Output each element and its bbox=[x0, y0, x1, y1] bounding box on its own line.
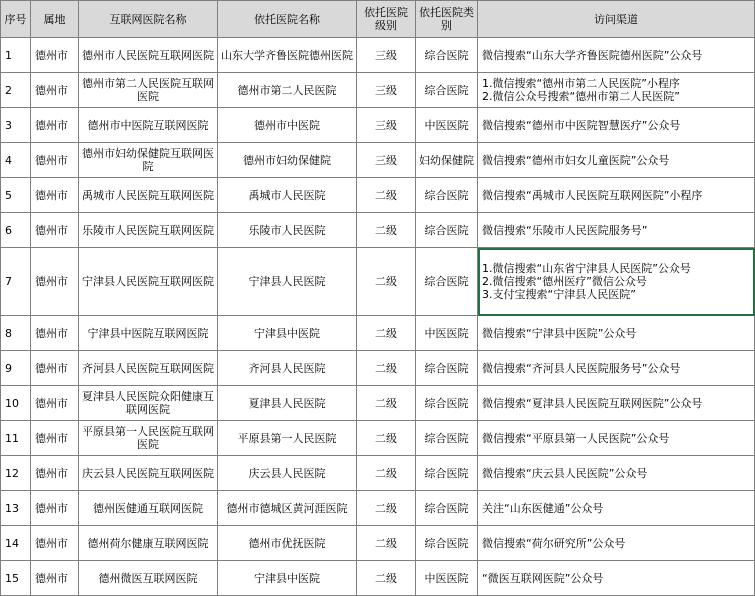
cell-city[interactable]: 德州市 bbox=[31, 213, 79, 248]
cell-internet-hospital[interactable]: 夏津县人民医院众阳健康互联网医院 bbox=[79, 386, 218, 421]
cell-host-hospital[interactable]: 宁津县人民医院 bbox=[218, 248, 357, 316]
cell-city[interactable]: 德州市 bbox=[31, 316, 79, 351]
cell-internet-hospital[interactable]: 宁津县人民医院互联网医院 bbox=[79, 248, 218, 316]
cell-internet-hospital[interactable]: 德州医健通互联网医院 bbox=[79, 491, 218, 526]
table-row bbox=[1, 351, 755, 386]
cell-city[interactable]: 德州市 bbox=[31, 421, 79, 456]
cell-host-hospital[interactable]: 德州市妇幼保健院 bbox=[218, 143, 357, 178]
header-no: 序号 bbox=[1, 1, 31, 38]
cell-channel[interactable]: 微信搜索“德州市妇女儿童医院”公众号 bbox=[478, 143, 755, 178]
cell-channel[interactable]: “微医互联网医院”公众号 bbox=[478, 561, 755, 596]
cell-internet-hospital[interactable]: 禹城市人民医院互联网医院 bbox=[79, 178, 218, 213]
cell-internet-hospital[interactable]: 庆云县人民医院互联网医院 bbox=[79, 456, 218, 491]
cell-no[interactable]: 1 bbox=[1, 38, 31, 73]
cell-internet-hospital[interactable]: 德州市第二人民医院互联网医院 bbox=[79, 73, 218, 108]
cell-level[interactable]: 二级 bbox=[357, 248, 416, 316]
cell-host-hospital[interactable]: 德州市第二人民医院 bbox=[218, 73, 357, 108]
table-row bbox=[1, 248, 755, 316]
cell-type[interactable]: 综合医院 bbox=[416, 351, 478, 386]
cell-level[interactable]: 二级 bbox=[357, 491, 416, 526]
cell-host-hospital[interactable]: 禹城市人民医院 bbox=[218, 178, 357, 213]
cell-internet-hospital[interactable]: 德州市人民医院互联网医院 bbox=[79, 38, 218, 73]
cell-level[interactable]: 三级 bbox=[357, 108, 416, 143]
cell-no[interactable]: 13 bbox=[1, 491, 31, 526]
cell-internet-hospital[interactable]: 德州微医互联网医院 bbox=[79, 561, 218, 596]
cell-type[interactable]: 综合医院 bbox=[416, 456, 478, 491]
cell-host-hospital[interactable]: 夏津县人民医院 bbox=[218, 386, 357, 421]
cell-internet-hospital[interactable]: 德州荷尔健康互联网医院 bbox=[79, 526, 218, 561]
header-row bbox=[1, 1, 755, 38]
table-row bbox=[1, 491, 755, 526]
table-row bbox=[1, 108, 755, 143]
cell-level[interactable]: 二级 bbox=[357, 561, 416, 596]
cell-no[interactable]: 8 bbox=[1, 316, 31, 351]
cell-channel[interactable]: 微信搜索“乐陵市人民医院服务号” bbox=[478, 213, 755, 248]
table-row bbox=[1, 386, 755, 421]
cell-channel[interactable]: 1.微信搜索“山东省宁津县人民医院”公众号 2.微信搜索“德州医疗”微信公众号 3.支付宝搜索“宁津县人民医院” bbox=[478, 248, 755, 316]
table-row bbox=[1, 421, 755, 456]
cell-no[interactable]: 4 bbox=[1, 143, 31, 178]
cell-host-hospital[interactable]: 平原县第一人民医院 bbox=[218, 421, 357, 456]
cell-city[interactable]: 德州市 bbox=[31, 73, 79, 108]
header-city: 属地 bbox=[31, 1, 79, 38]
cell-type[interactable]: 综合医院 bbox=[416, 248, 478, 316]
cell-host-hospital[interactable]: 德州市优抚医院 bbox=[218, 526, 357, 561]
cell-type[interactable]: 综合医院 bbox=[416, 491, 478, 526]
header-host-hospital: 依托医院名称 bbox=[218, 1, 357, 38]
cell-channel[interactable]: 微信搜索“齐河县人民医院服务号”公众号 bbox=[478, 351, 755, 386]
cell-no[interactable]: 12 bbox=[1, 456, 31, 491]
cell-host-hospital[interactable]: 宁津县中医院 bbox=[218, 316, 357, 351]
cell-channel[interactable]: 关注“山东医健通”公众号 bbox=[478, 491, 755, 526]
cell-host-hospital[interactable]: 德州市德城区黄河涯医院 bbox=[218, 491, 357, 526]
cell-level[interactable]: 二级 bbox=[357, 213, 416, 248]
cell-level[interactable]: 三级 bbox=[357, 143, 416, 178]
cell-type[interactable]: 综合医院 bbox=[416, 213, 478, 248]
cell-city[interactable]: 德州市 bbox=[31, 248, 79, 316]
cell-no[interactable]: 14 bbox=[1, 526, 31, 561]
cell-type[interactable]: 综合医院 bbox=[416, 178, 478, 213]
cell-level[interactable]: 二级 bbox=[357, 178, 416, 213]
table-row bbox=[1, 73, 755, 108]
cell-level[interactable]: 三级 bbox=[357, 73, 416, 108]
cell-host-hospital[interactable]: 德州市中医院 bbox=[218, 108, 357, 143]
cell-city[interactable]: 德州市 bbox=[31, 143, 79, 178]
cell-type[interactable]: 综合医院 bbox=[416, 421, 478, 456]
table-row bbox=[1, 561, 755, 596]
cell-level[interactable]: 二级 bbox=[357, 526, 416, 561]
table-row bbox=[1, 143, 755, 178]
cell-type[interactable]: 中医医院 bbox=[416, 561, 478, 596]
cell-city[interactable]: 德州市 bbox=[31, 38, 79, 73]
cell-type[interactable]: 综合医院 bbox=[416, 386, 478, 421]
cell-city[interactable]: 德州市 bbox=[31, 456, 79, 491]
cell-type[interactable]: 妇幼保健院 bbox=[416, 143, 478, 178]
cell-no[interactable]: 11 bbox=[1, 421, 31, 456]
cell-internet-hospital[interactable]: 德州市妇幼保健院互联网医院 bbox=[79, 143, 218, 178]
cell-type[interactable]: 中医医院 bbox=[416, 316, 478, 351]
header-type: 依托医院类别 bbox=[416, 1, 478, 38]
cell-city[interactable]: 德州市 bbox=[31, 351, 79, 386]
cell-no[interactable]: 15 bbox=[1, 561, 31, 596]
cell-host-hospital[interactable]: 乐陵市人民医院 bbox=[218, 213, 357, 248]
cell-city[interactable]: 德州市 bbox=[31, 491, 79, 526]
cell-internet-hospital[interactable]: 平原县第一人民医院互联网医院 bbox=[79, 421, 218, 456]
cell-level[interactable]: 二级 bbox=[357, 421, 416, 456]
cell-city[interactable]: 德州市 bbox=[31, 386, 79, 421]
cell-level[interactable]: 二级 bbox=[357, 351, 416, 386]
cell-level[interactable]: 二级 bbox=[357, 316, 416, 351]
cell-no[interactable]: 9 bbox=[1, 351, 31, 386]
cell-level[interactable]: 三级 bbox=[357, 38, 416, 73]
cell-channel[interactable]: 微信搜索“宁津县中医院”公众号 bbox=[478, 316, 755, 351]
header-level: 依托医院级别 bbox=[357, 1, 416, 38]
table-row bbox=[1, 38, 755, 73]
cell-host-hospital[interactable]: 宁津县中医院 bbox=[218, 561, 357, 596]
cell-no[interactable]: 5 bbox=[1, 178, 31, 213]
cell-type[interactable]: 综合医院 bbox=[416, 73, 478, 108]
cell-no[interactable]: 7 bbox=[1, 248, 31, 316]
cell-channel[interactable]: 微信搜索“平原县第一人民医院”公众号 bbox=[478, 421, 755, 456]
cell-internet-hospital[interactable]: 德州市中医院互联网医院 bbox=[79, 108, 218, 143]
cell-no[interactable]: 3 bbox=[1, 108, 31, 143]
cell-internet-hospital[interactable]: 宁津县中医院互联网医院 bbox=[79, 316, 218, 351]
cell-city[interactable]: 德州市 bbox=[31, 526, 79, 561]
cell-channel[interactable]: 微信搜索“夏津县人民医院互联网医院”公众号 bbox=[478, 386, 755, 421]
table-row bbox=[1, 456, 755, 491]
table-row bbox=[1, 526, 755, 561]
table-row bbox=[1, 316, 755, 351]
cell-city[interactable]: 德州市 bbox=[31, 108, 79, 143]
cell-type[interactable]: 综合医院 bbox=[416, 526, 478, 561]
cell-channel[interactable]: 1.微信搜索“德州市第二人民医院”小程序 2.微信公众号搜索“德州市第二人民医院” bbox=[478, 73, 755, 108]
cell-level[interactable]: 二级 bbox=[357, 386, 416, 421]
cell-type[interactable]: 中医医院 bbox=[416, 108, 478, 143]
table-row bbox=[1, 178, 755, 213]
cell-channel[interactable]: 微信搜索“德州市中医院智慧医疗”公众号 bbox=[478, 108, 755, 143]
cell-no[interactable]: 10 bbox=[1, 386, 31, 421]
cell-level[interactable]: 二级 bbox=[357, 456, 416, 491]
cell-city[interactable]: 德州市 bbox=[31, 178, 79, 213]
cell-channel[interactable]: 微信搜索“禹城市人民医院互联网医院”小程序 bbox=[478, 178, 755, 213]
header-internet-hospital: 互联网医院名称 bbox=[79, 1, 218, 38]
cell-type[interactable]: 综合医院 bbox=[416, 38, 478, 73]
cell-city[interactable]: 德州市 bbox=[31, 561, 79, 596]
cell-host-hospital[interactable]: 齐河县人民医院 bbox=[218, 351, 357, 386]
cell-no[interactable]: 6 bbox=[1, 213, 31, 248]
cell-channel[interactable]: 微信搜索“山东大学齐鲁医院德州医院”公众号 bbox=[478, 38, 755, 73]
cell-channel[interactable]: 微信搜索“庆云县人民医院”公众号 bbox=[478, 456, 755, 491]
cell-host-hospital[interactable]: 庆云县人民医院 bbox=[218, 456, 357, 491]
cell-no[interactable]: 2 bbox=[1, 73, 31, 108]
table-row bbox=[1, 213, 755, 248]
cell-internet-hospital[interactable]: 乐陵市人民医院互联网医院 bbox=[79, 213, 218, 248]
cell-channel[interactable]: 微信搜索“荷尔研究所”公众号 bbox=[478, 526, 755, 561]
cell-host-hospital[interactable]: 山东大学齐鲁医院德州医院 bbox=[218, 38, 357, 73]
cell-internet-hospital[interactable]: 齐河县人民医院互联网医院 bbox=[79, 351, 218, 386]
header-channel: 访问渠道 bbox=[478, 1, 755, 38]
